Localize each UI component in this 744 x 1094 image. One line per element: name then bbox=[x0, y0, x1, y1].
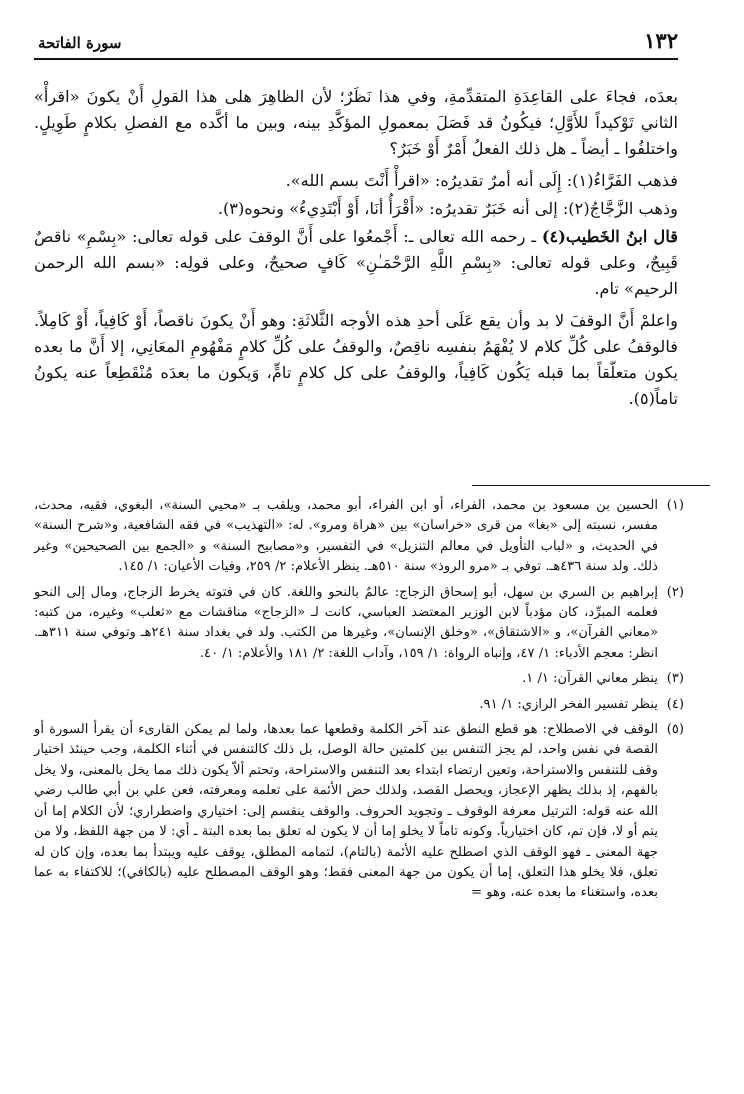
footnote bbox=[34, 720, 684, 904]
paragraph: فذهب الفَرَّاءُ(١): إِلَى أنه أمرٌ تقديرُه: «اقرأْ أَنْتَ بسم الله». bbox=[285, 171, 678, 190]
paragraph: واعلمْ أَنَّ الوقفَ لا بد وأن يقع عَلَى أحدِ هذه الأوجه الثَّلاثَةِ: وهو أَنْ يكونَ ناقصاً، أَوْ كَافِياً، أَوْ كَامِلاً. فالوقفُ على كُلِّ كلام لا يُفْهَمُ بنفسِه ناقِصٌ، والوقفُ على كُلِّ كلامٍ مَفْهُومِ المعَانِي، إلا أَنَّ ما بعده يكون متعلّقاً بما قبله يَكُون كَافِياً، والوقفُ على كل كلامٍ تامٍّ، وَيكون ما بعدَه مُنْقَطِعاً عنه يكونُ تاماً(٥). bbox=[34, 311, 678, 408]
paragraph bbox=[34, 224, 678, 302]
speaker-name: قال ابنُ الخَطيب(٤) bbox=[541, 227, 678, 246]
footnote bbox=[34, 583, 684, 665]
footnote-number: (٥) bbox=[666, 722, 684, 738]
paragraph-text: ـ رحمه الله تعالى ـ: أَجْمعُوا على أَنَّ الوقفَ على قوله تعالى: «بِسْمِ» ناقصٌ قَبِيحٌ، وعلى قوله تعالى: «بِسْمِ اللَّهِ الرَّحْمَـٰنِ» كَافٍ صحيحٌ، وعلى قولِه: «بسم الله الرحمن الرحيم» تام. bbox=[34, 227, 678, 298]
main-text bbox=[34, 84, 678, 418]
paragraph: وذهب الزَّجَّاجُ(٢): إلى أنه خَبَرٌ تقديرُه: «أَقْرَأُ أنَا، أَوْ أَبْتَدِيءُ» ونحوه(٣). bbox=[217, 199, 678, 218]
footnote-text: الحسين بن مسعود بن محمد، الفراء، أو ابن الفراء، أبو محمد، ويلقب بـ «محيي السنة»، البغوي، فقيه، محدث، مفسر، نسبته إلى «بغا» من قرى «خراسان» بين «هراة ومرو». له: «التهذيب» في فقه الشافعية، و«شرح السنة» في الحديث، و «لباب التأويل في معالم التنزيل» في التفسير، و«مصابيح السنة» و «الجمع بين الصحيحين» وغير ذلك. ولد سنة ٤٣٦هـ. توفي بـ «مرو الروذ» سنة ٥١٠هـ. ينظر الأعلام: ٢/ ٢٥٩، وفيات الأعيان: ١/ ١٤٥. bbox=[34, 498, 658, 575]
footnote-text: إبراهيم بن السري بن سهل، أبو إسحاق الزجاج: عالمٌ بالنحو واللغة. كان في فتوته يخرط الزجاج، ومال إلى النحو فعلمه المبرِّد، كان مؤدباً لابن الوزير المعتضد العباسي، كانت لـ «الزجاج» مناقشات مع «ثعلب» وغيره، من كتبه: «معاني القرآن»، و «الاشتقاق»، «وخلق الإنسان»، وغيرها من الكتب. ولد في بغداد سنة ٢٤١هـ وتوفي سنة ٣١١هـ. انظر: معجم الأدباء: ١/ ٤٧، وإنباه الرواة: ١/ ١٥٩، وآداب اللغة: ٢/ ١٨١ والأعلام: ١/ ٤٠. bbox=[34, 584, 658, 661]
footnote-separator bbox=[472, 485, 710, 486]
page-header bbox=[34, 28, 678, 60]
footnote-number: (٢) bbox=[666, 584, 684, 600]
footnote-text: ينظر تفسير الفخر الرازي: ١/ ٩١. bbox=[479, 696, 658, 712]
footnote-number: (٣) bbox=[666, 671, 684, 687]
footnote-text: ينظر معاني القرآن: ١/ ١. bbox=[522, 671, 658, 687]
paragraph: بعدَه، فجاءَ على القاعِدَةِ المتقدِّمةِ، وفي هذا نَظَرٌ؛ لأن الظاهِرَ هلى هذا القولِ أَنْ يكونَ «اقرأْ» الثاني تَوْكيداً للأَوَّلِ؛ فيكُونُ قد فَصَلَ بمعمولِ المؤكَّدِ بينه، وبين ما أكَّده مع الفصلِ بكلامٍ طَوِيلٍ. واختلفُوا ـ أيضاً ـ هل ذلك الفعلُ أَمْرٌ أَوْ خَبَرٌ؟ bbox=[34, 87, 678, 158]
page-number: ١٣٢ bbox=[644, 28, 678, 53]
footnote-number: (٤) bbox=[666, 696, 684, 712]
footnote bbox=[34, 669, 684, 689]
surah-title: سورة الفاتحة bbox=[38, 34, 122, 52]
footnotes bbox=[34, 496, 684, 909]
footnote bbox=[34, 695, 684, 715]
footnote bbox=[34, 496, 684, 578]
footnote-number: (١) bbox=[666, 498, 684, 513]
footnote-text: الوقف في الاصطلاح: هو قطع النطق عند آخر الكلمة وقطعها عما بعدها، ولما لم يمكن القارىء أن يقرأ السورة أو القصة في نفس واحد، لم يجز التنفس بين كلمتين حالة الوصل، بل ذلك كالتنفس في أثناء الكلمة، وجب حينئذ اختيار وقف للتنفس والاستراحة، وتعين ارتضاء ابتداء بعد التنفس والاستراحة، وتحتم ألاّ يكون ذلك مما يخل بالمعنى، ولا يخل بالفهم، إذ بذلك يظهر الإعجاز، ويحصل القصد، ولذلك حض الأئمة على تعلمه ومعرفته، فعن علي بن أبي طالب رضي الله عنه قوله: الترتيل معرفة الوقوف ـ وتجويد الحروف. والوقف ينقسم إلى: اختياري واضطراري؛ لأن الكلام إما أن يتم أو لا، فإن تم، كان اختيارياً. وكونه تاماً لا يخلو إما أن لا يكون له تعلق بما بعده البتة ـ أي: لا من جهة اللفظ، ولا من جهة المعنى ـ فهو الوقف الذي اصطلح عليه الأئمة (بالتام)، لتمامه المطلق، يوقف عليه ويبتدأ بما بعده، وإن كان له تعلق، فلا يخلو هذا التعلق، إما أن يكون من جهة المعنى فقط؛ وهو الوقف المصطلح عليه (بالكافي)؛ للاكتفاء به عما بعده، واستغناء ما بعده عنه، وهو = bbox=[34, 722, 658, 901]
